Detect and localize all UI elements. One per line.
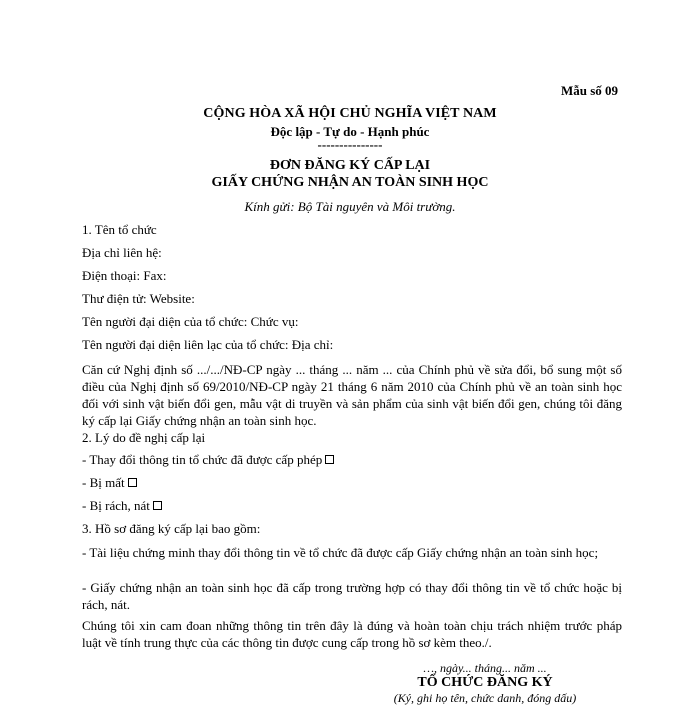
address-field: Địa chỉ liên hệ:	[82, 245, 162, 260]
dossier-heading: 3. Hồ sơ đăng ký cấp lại bao gồm:	[82, 521, 261, 536]
signature-note: (Ký, ghi họ tên, chức danh, đóng dấu)	[393, 691, 577, 705]
reason-checkbox[interactable]	[153, 501, 162, 510]
reason-label: - Bị mất	[82, 475, 125, 490]
form-number: Mẫu số 09	[560, 83, 618, 98]
motto: Độc lập - Tự do - Hạnh phúc	[270, 124, 430, 139]
reason-item	[82, 475, 137, 491]
reason-label: - Thay đổi thông tin tổ chức đã được cấp phép	[82, 452, 323, 467]
header-separator: ---------------	[317, 137, 383, 152]
reason-item	[82, 498, 162, 514]
reason-item	[82, 452, 334, 468]
dossier-item-1: - Tài liệu chứng minh thay đổi thông tin về tổ chức đã được cấp Giấy chứng nhận an toàn sinh học;	[82, 545, 599, 560]
country-heading: CỘNG HÒA XÃ HỘI CHỦ NGHĨA VIỆT NAM	[203, 106, 497, 121]
dossier-item-2: - Giấy chứng nhận an toàn sinh học đã cấp trong trường hợp có thay đổi thông tin về tổ chức hoặc bị rách, nát.	[82, 580, 622, 612]
legal-basis-paragraph: Căn cứ Nghị định số .../.../NĐ-CP ngày ... tháng ... năm ... của Chính phủ về sửa đổi, bổ sung một số điều của Nghị định số 69/2010/NĐ-CP ngày 21 tháng 6 năm 2010 của Chính phủ về an toàn sinh học đối với sinh vật biến đổi gen, mẫu vật di truyền và sản phẩm của sinh vật biến đổi gen, chúng tôi đăng ký cấp lại Giấy chứng nhận an toàn sinh học.	[82, 362, 622, 428]
reason-checkbox[interactable]	[128, 478, 137, 487]
document-title-line2: GIẤY CHỨNG NHẬN AN TOÀN SINH HỌC	[211, 175, 489, 190]
signature-org-label: TỔ CHỨC ĐĂNG KÝ	[417, 675, 553, 690]
recipient-line: Kính gửi: Bộ Tài nguyên và Môi trường.	[244, 199, 456, 214]
phone-fax-field: Điện thoại: Fax:	[82, 268, 167, 283]
org-name-field: 1. Tên tổ chức	[82, 222, 157, 237]
signature-date: …, ngày... tháng... năm ...	[423, 661, 547, 675]
email-website-field: Thư điện tử: Website:	[82, 291, 195, 306]
representative-field: Tên người đại diện của tổ chức: Chức vụ:	[82, 314, 299, 329]
contact-person-field: Tên người đại diện liên lạc của tổ chức: Địa chỉ:	[82, 337, 334, 352]
reason-label: - Bị rách, nát	[82, 498, 150, 513]
reason-checkbox[interactable]	[325, 455, 334, 464]
document-title-line1: ĐƠN ĐĂNG KÝ CẤP LẠI	[269, 158, 431, 173]
reasons-heading: 2. Lý do đề nghị cấp lại	[82, 430, 206, 445]
commitment-paragraph: Chúng tôi xin cam đoan những thông tin trên đây là đúng và hoàn toàn chịu trách nhiệm trước pháp luật về tính trung thực của các thông tin được cung cấp trong hồ sơ kèm theo./.	[82, 618, 622, 650]
